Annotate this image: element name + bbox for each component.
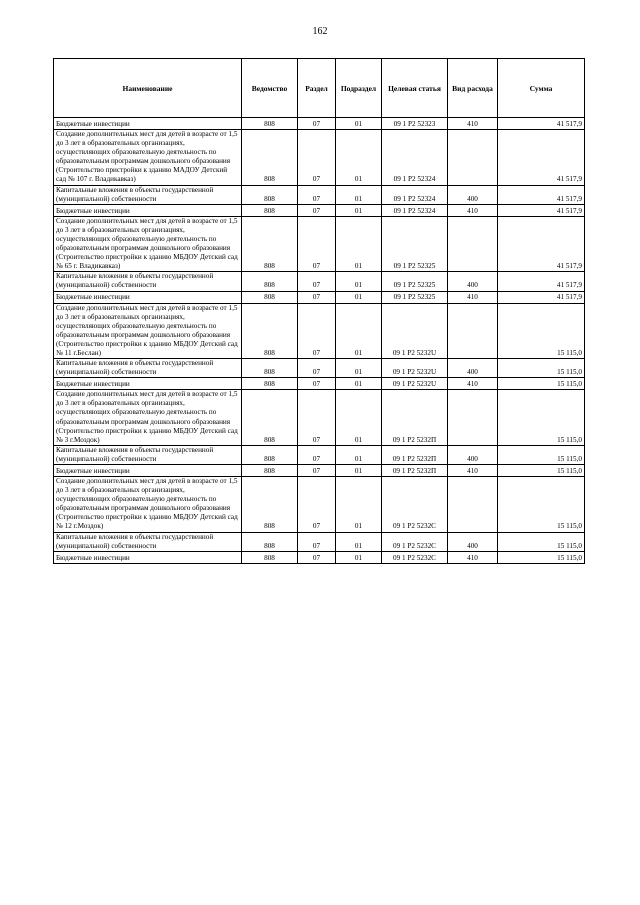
- cell-section: 07: [298, 118, 336, 130]
- cell-name: Создание дополнительных мест для детей в возрасте от 1,5 до 3 лет в образовательных организациях, осуществляющих образовательную деятельность по образовательным программам дошкольного образования (Строительство пристройки к зданию МАДОУ Детский сад № 107 г. Владикавказ): [54, 130, 242, 186]
- header-name: Наименование: [54, 59, 242, 118]
- table-row: [54, 378, 585, 390]
- cell-expense-type: [448, 477, 498, 533]
- cell-subsection: 01: [336, 551, 382, 563]
- cell-target-article: 09 1 P2 5232U: [382, 359, 448, 378]
- cell-target-article: 09 1 P2 5232U: [382, 303, 448, 359]
- table-row: [54, 291, 585, 303]
- cell-section: 07: [298, 272, 336, 291]
- cell-department: 808: [242, 216, 298, 272]
- cell-target-article: 09 1 P2 52323: [382, 118, 448, 130]
- table-row: [54, 532, 585, 551]
- cell-subsection: 01: [336, 130, 382, 186]
- cell-name: Капитальные вложения в объекты государственной (муниципальной) собственности: [54, 359, 242, 378]
- table-row: [54, 185, 585, 204]
- cell-name: Создание дополнительных мест для детей в возрасте от 1,5 до 3 лет в образовательных организациях, осуществляющих образовательную деятельность по образовательным программам дошкольного образования (Строительство пристройки к зданию МБДОУ Детский сад № 11 г.Беслан): [54, 303, 242, 359]
- cell-department: 808: [242, 465, 298, 477]
- cell-expense-type: 410: [448, 378, 498, 390]
- cell-subsection: 01: [336, 445, 382, 464]
- cell-amount: 41 517,9: [498, 216, 585, 272]
- cell-name: Создание дополнительных мест для детей в возрасте от 1,5 до 3 лет в образовательных организациях, осуществляющих образовательную деятельность по образовательным программам дошкольного образования (Строительство пристройки к зданию МБДОУ Детский сад № 12 г.Моздок): [54, 477, 242, 533]
- cell-amount: 15 115,0: [498, 465, 585, 477]
- cell-name: Создание дополнительных мест для детей в возрасте от 1,5 до 3 лет в образовательных организациях, осуществляющих образовательную деятельность по образовательным программам дошкольного образования (Строительство пристройки к зданию МБДОУ Детский сад № 65 г. Владикавказ): [54, 216, 242, 272]
- cell-section: 07: [298, 378, 336, 390]
- cell-name: Бюджетные инвестиции: [54, 551, 242, 563]
- cell-subsection: 01: [336, 303, 382, 359]
- cell-target-article: 09 1 P2 5232П: [382, 445, 448, 464]
- cell-department: 808: [242, 185, 298, 204]
- cell-expense-type: 410: [448, 204, 498, 216]
- cell-expense-type: 400: [448, 532, 498, 551]
- cell-department: 808: [242, 477, 298, 533]
- cell-expense-type: [448, 130, 498, 186]
- cell-expense-type: 400: [448, 445, 498, 464]
- cell-subsection: 01: [336, 359, 382, 378]
- cell-amount: 15 115,0: [498, 532, 585, 551]
- table-header: [54, 59, 585, 118]
- cell-department: 808: [242, 359, 298, 378]
- cell-name: Капитальные вложения в объекты государственной (муниципальной) собственности: [54, 272, 242, 291]
- cell-subsection: 01: [336, 118, 382, 130]
- cell-amount: 15 115,0: [498, 551, 585, 563]
- cell-department: 808: [242, 532, 298, 551]
- cell-expense-type: [448, 303, 498, 359]
- cell-name: Капитальные вложения в объекты государственной (муниципальной) собственности: [54, 445, 242, 464]
- cell-section: 07: [298, 185, 336, 204]
- cell-subsection: 01: [336, 465, 382, 477]
- cell-name: Бюджетные инвестиции: [54, 378, 242, 390]
- cell-section: 07: [298, 204, 336, 216]
- table-row: [54, 445, 585, 464]
- cell-section: 07: [298, 465, 336, 477]
- cell-expense-type: 410: [448, 465, 498, 477]
- cell-subsection: 01: [336, 291, 382, 303]
- cell-section: 07: [298, 532, 336, 551]
- cell-section: 07: [298, 390, 336, 446]
- table-row: [54, 551, 585, 563]
- cell-subsection: 01: [336, 272, 382, 291]
- cell-expense-type: [448, 390, 498, 446]
- header-section: Раздел: [298, 59, 336, 118]
- cell-section: 07: [298, 359, 336, 378]
- cell-department: 808: [242, 390, 298, 446]
- table-row: [54, 204, 585, 216]
- cell-amount: 41 517,9: [498, 204, 585, 216]
- cell-name: Капитальные вложения в объекты государственной (муниципальной) собственности: [54, 185, 242, 204]
- cell-amount: 41 517,9: [498, 130, 585, 186]
- cell-subsection: 01: [336, 204, 382, 216]
- cell-section: 07: [298, 303, 336, 359]
- cell-target-article: 09 1 P2 52325: [382, 216, 448, 272]
- cell-amount: 41 517,9: [498, 272, 585, 291]
- table-body: [54, 118, 585, 564]
- cell-department: 808: [242, 445, 298, 464]
- header-amount: Сумма: [498, 59, 585, 118]
- cell-section: 07: [298, 445, 336, 464]
- cell-section: 07: [298, 477, 336, 533]
- cell-subsection: 01: [336, 216, 382, 272]
- cell-department: 808: [242, 291, 298, 303]
- cell-amount: 15 115,0: [498, 390, 585, 446]
- cell-department: 808: [242, 130, 298, 186]
- cell-amount: 41 517,9: [498, 118, 585, 130]
- cell-target-article: 09 1 P2 52324: [382, 130, 448, 186]
- header-subsection: Подраздел: [336, 59, 382, 118]
- cell-expense-type: 400: [448, 272, 498, 291]
- cell-target-article: 09 1 P2 52324: [382, 204, 448, 216]
- header-department: Ведомство: [242, 59, 298, 118]
- cell-name: Бюджетные инвестиции: [54, 118, 242, 130]
- cell-subsection: 01: [336, 390, 382, 446]
- cell-subsection: 01: [336, 477, 382, 533]
- cell-section: 07: [298, 291, 336, 303]
- cell-amount: 15 115,0: [498, 378, 585, 390]
- cell-name: Капитальные вложения в объекты государственной (муниципальной) собственности: [54, 532, 242, 551]
- header-target-article: Целевая статья: [382, 59, 448, 118]
- cell-amount: 15 115,0: [498, 445, 585, 464]
- table-row: [54, 477, 585, 533]
- cell-subsection: 01: [336, 185, 382, 204]
- cell-target-article: 09 1 P2 5232П: [382, 465, 448, 477]
- cell-target-article: 09 1 P2 5232С: [382, 551, 448, 563]
- table-row: [54, 465, 585, 477]
- cell-expense-type: 410: [448, 291, 498, 303]
- cell-name: Создание дополнительных мест для детей в возрасте от 1,5 до 3 лет в образовательных организациях, осуществляющих образовательную деятельность по образовательным программам дошкольного образования (Строительство пристройки к зданию МБДОУ Детский сад № 3 г.Моздок): [54, 390, 242, 446]
- cell-target-article: 09 1 P2 52325: [382, 291, 448, 303]
- budget-table: [53, 58, 585, 564]
- table-row: [54, 390, 585, 446]
- cell-amount: 15 115,0: [498, 477, 585, 533]
- cell-department: 808: [242, 204, 298, 216]
- cell-expense-type: [448, 216, 498, 272]
- cell-department: 808: [242, 118, 298, 130]
- cell-expense-type: 400: [448, 185, 498, 204]
- cell-department: 808: [242, 551, 298, 563]
- cell-subsection: 01: [336, 532, 382, 551]
- header-expense-type: Вид расхода: [448, 59, 498, 118]
- cell-target-article: 09 1 P2 5232П: [382, 390, 448, 446]
- cell-section: 07: [298, 130, 336, 186]
- cell-expense-type: 410: [448, 551, 498, 563]
- cell-amount: 15 115,0: [498, 359, 585, 378]
- table-row: [54, 272, 585, 291]
- cell-name: Бюджетные инвестиции: [54, 465, 242, 477]
- cell-subsection: 01: [336, 378, 382, 390]
- cell-amount: 41 517,9: [498, 185, 585, 204]
- table-row: [54, 303, 585, 359]
- cell-target-article: 09 1 P2 52325: [382, 272, 448, 291]
- cell-section: 07: [298, 551, 336, 563]
- table-row: [54, 118, 585, 130]
- cell-target-article: 09 1 P2 5232U: [382, 378, 448, 390]
- cell-name: Бюджетные инвестиции: [54, 204, 242, 216]
- cell-target-article: 09 1 P2 5232С: [382, 477, 448, 533]
- cell-target-article: 09 1 P2 52324: [382, 185, 448, 204]
- table-row: [54, 359, 585, 378]
- cell-section: 07: [298, 216, 336, 272]
- cell-amount: 41 517,9: [498, 291, 585, 303]
- cell-name: Бюджетные инвестиции: [54, 291, 242, 303]
- table-row: [54, 216, 585, 272]
- cell-department: 808: [242, 303, 298, 359]
- cell-department: 808: [242, 378, 298, 390]
- cell-amount: 15 115,0: [498, 303, 585, 359]
- cell-target-article: 09 1 P2 5232С: [382, 532, 448, 551]
- cell-expense-type: 410: [448, 118, 498, 130]
- page-number: 162: [312, 26, 328, 37]
- table-row: [54, 130, 585, 186]
- cell-department: 808: [242, 272, 298, 291]
- cell-expense-type: 400: [448, 359, 498, 378]
